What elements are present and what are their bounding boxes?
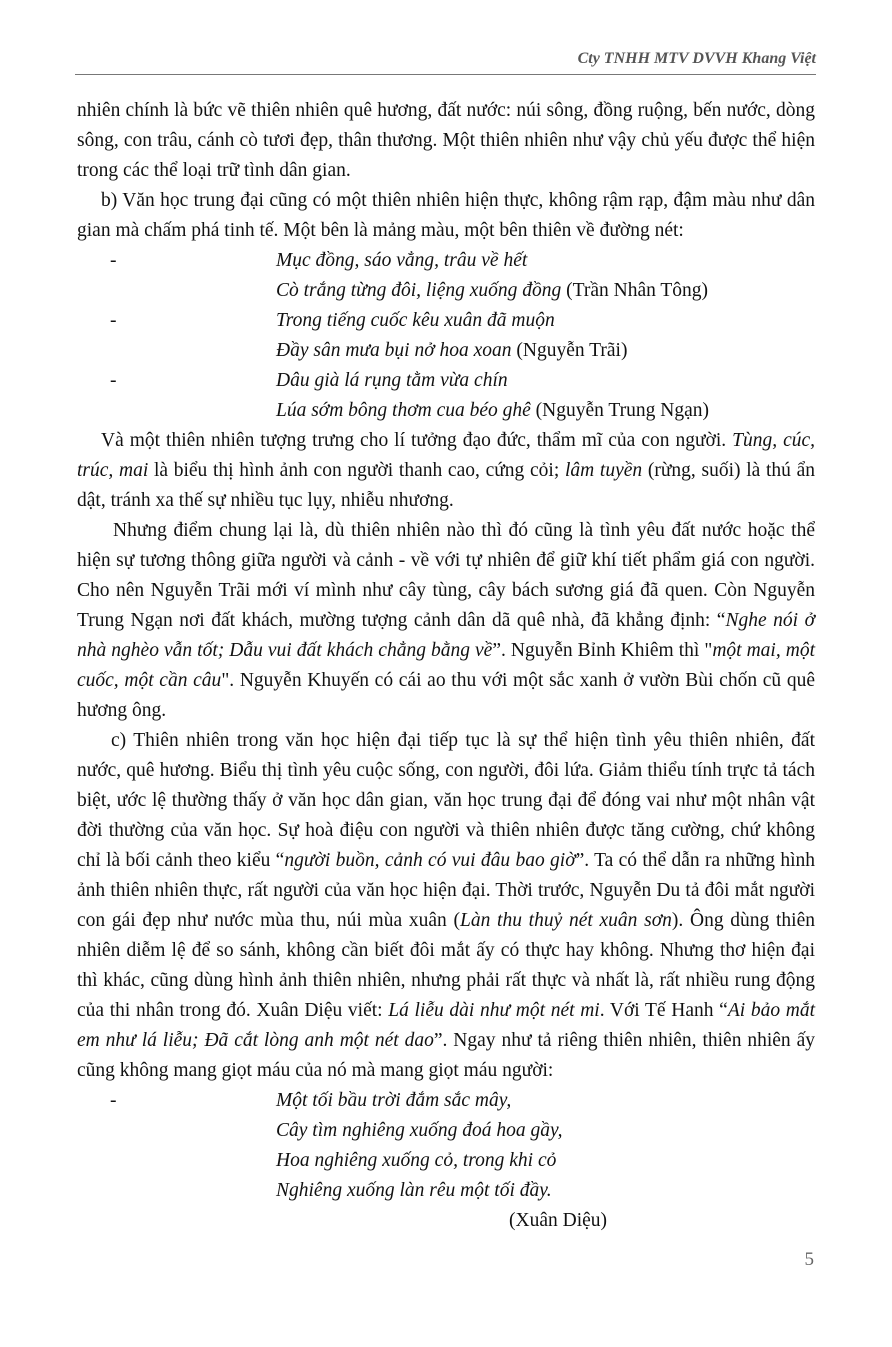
- paragraph-3: Và một thiên nhiên tượng trưng cho lí tưởng đạo đức, thẩm mĩ của con người. Tùng, cúc, trúc, mai là biểu thị hình ảnh con người thanh cao, cứng cỏi; lâm tuyền (rừng, suối) là thú ẩn dật, tránh xa thế sự nhiều tục lụy, nhiễu nhương.: [77, 430, 816, 511]
- verse-line: [77, 1176, 815, 1206]
- verse-text: Dâu già lá rụng tằm vừa chín: [276, 370, 508, 391]
- verse-text: Trong tiếng cuốc kêu xuân đã muộn: [276, 310, 555, 331]
- paragraph-5: c) Thiên nhiên trong văn học hiện đại tiếp tục là sự thể hiện tình yêu thiên nhiên, đất nước, quê hương. Biểu thị tình yêu cuộc sống, con người, đôi lứa. Giảm thiểu tính trực tả tách biệt, ước lệ thường thấy ở văn học dân gian, văn học trung đại để đóng vai như một nhân vật đời thường của văn học. Sự hoà điệu con người và thiên nhiên được tăng cường, chứ không chỉ là bối cảnh theo kiểu “người buồn, cảnh có vui đâu bao giờ”. Ta có thể dẫn ra những hình ảnh thiên nhiên thực, rất người của văn học hiện đại. Thời trước, Nguyễn Du tả đôi mắt người con gái đẹp như nước mùa thu, núi mùa xuân (Làn thu thuỷ nét xuân sơn). Ông dùng thiên nhiên diễm lệ để so sánh, không cần biết đôi mắt ấy có thực hay không. Nhưng thơ hiện đại thì khác, cũng dùng hình ảnh thiên nhiên, nhưng phải rất thực và nhất là, rất nhiều rung động của thi nhân trong đó. Xuân Diệu viết: Lá liễu dài như một nét mi. Với Tế Hanh “Ai bảo mắt em như lá liễu; Đã cắt lòng anh một nét dao”. Ngay như tả riêng thiên nhiên, thiên nhiên ấy cũng không mang giọt máu của nó mà mang giọt máu người:: [77, 730, 816, 1081]
- verse-dash: -: [110, 370, 117, 391]
- paragraph-1: nhiên chính là bức vẽ thiên nhiên quê hương, đất nước: núi sông, đồng ruộng, bến nước, dòng sông, con trâu, cánh cò tươi đẹp, thân thương. Một thiên nhiên như vậy chủ yếu được thể hiện trong các thể loại trữ tình dân gian.: [77, 100, 815, 181]
- verse-line: [77, 1086, 815, 1116]
- verse-line: [77, 1116, 815, 1146]
- verse-dash: -: [110, 250, 117, 271]
- company-name: Cty TNHH MTV DVVH Khang Việt: [577, 50, 816, 67]
- verse-author: (Nguyễn Trung Ngạn): [530, 400, 710, 421]
- verse-line: [77, 306, 815, 336]
- verse-author: (Nguyễn Trãi): [511, 340, 628, 361]
- verse-line: [77, 366, 815, 396]
- verse-dash: -: [110, 310, 117, 331]
- verse-text: Đầy sân mưa bụi nở hoa xoan: [276, 340, 512, 361]
- page-number: 5: [804, 1249, 814, 1270]
- signature-text: (Xuân Diệu): [509, 1210, 608, 1231]
- verse-text: Hoa nghiêng xuống cỏ, trong khi cỏ: [276, 1150, 557, 1171]
- verse-line: [77, 336, 815, 366]
- page-content: [77, 96, 815, 1236]
- paragraph-2: b) Văn học trung đại cũng có một thiên nhiên hiện thực, không rậm rạp, đậm màu như dân gian mà chấm phá tinh tế. Một bên là mảng màu, một bên thiên về đường nét:: [77, 190, 815, 241]
- paragraph-4: Nhưng điểm chung lại là, dù thiên nhiên nào thì đó cũng là tình yêu đất nước hoặc thể hiện sự tương thông giữa người và cảnh - về với tự nhiên để giữ khí tiết phẩm giá con người. Cho nên Nguyễn Trãi mới ví mình như cây tùng, cây bách sương giá đã quen. Còn Nguyễn Trung Ngạn nơi đất khách, mường tượng cảnh dân dã quê nhà, đã khẳng định: “Nghe nói ở nhà nghèo vẫn tốt; Dẫu vui đất khách chẳng bằng về”. Nguyễn Bỉnh Khiêm thì "một mai, một cuốc, một cần câu". Nguyễn Khuyến có cái ao thu với một sắc xanh ở vườn Bùi chốn cũ quê hương ông.: [77, 520, 816, 721]
- verse-text: Mục đồng, sáo vẳng, trâu về hết: [276, 250, 528, 271]
- verse-text: Nghiêng xuống làn rêu một tối đầy.: [276, 1180, 552, 1201]
- verse-line: [77, 1146, 815, 1176]
- verse-text: Một tối bầu trời đắm sắc mây,: [276, 1090, 512, 1111]
- page-header: [75, 50, 816, 75]
- verse-line: [77, 246, 815, 276]
- verse-signature: [77, 1206, 815, 1236]
- verse-text: Cây tìm nghiêng xuống đoá hoa gầy,: [276, 1120, 563, 1141]
- verse-author: (Trần Nhân Tông): [561, 280, 709, 301]
- verse-dash: -: [110, 1090, 117, 1111]
- verse-text: Cò trắng từng đôi, liệng xuống đồng: [276, 280, 562, 301]
- verse-block-2: [77, 1086, 815, 1236]
- verse-line: [77, 396, 815, 426]
- verse-block-1: [77, 246, 815, 426]
- verse-line: [77, 276, 815, 306]
- verse-text: Lúa sớm bông thơm cua béo ghê: [276, 400, 531, 421]
